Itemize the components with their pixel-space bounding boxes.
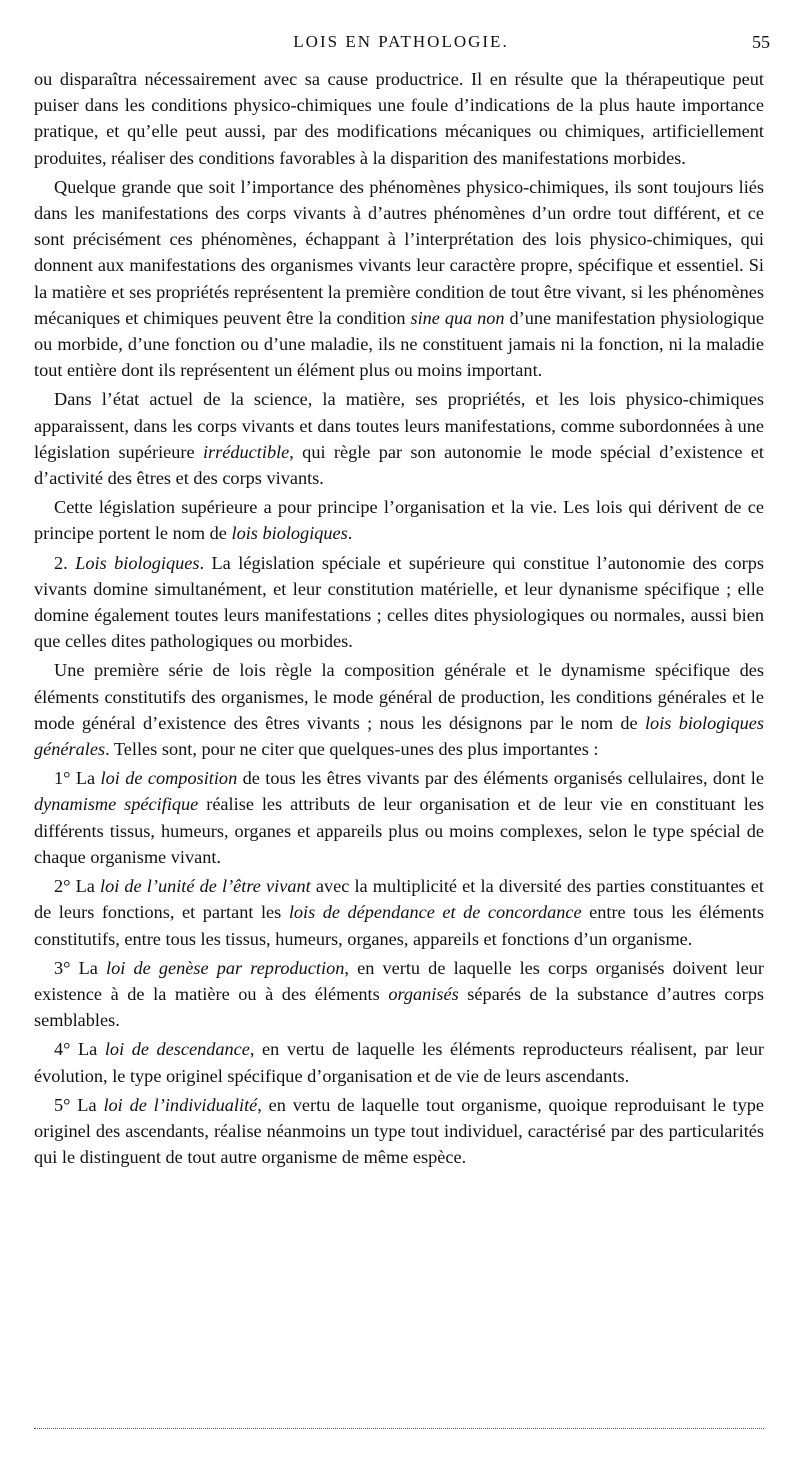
paragraph	[34, 1092, 764, 1171]
italic-text: organisés	[388, 983, 459, 1004]
body-text	[34, 66, 764, 1173]
italic-text: dynamisme spécifique	[34, 794, 199, 815]
italic-text: loi de composition	[100, 768, 238, 789]
text-run: 1° La	[54, 768, 101, 789]
italic-text: Lois biologiques	[75, 552, 200, 573]
italic-text: lois de dépendance et de concordance	[288, 902, 582, 923]
italic-text: irréductible	[202, 441, 290, 462]
text-run: séparés de la substance d’autres corps semblables.	[34, 983, 764, 1031]
text-run: 3° La	[54, 957, 107, 978]
footer-rule	[34, 1428, 764, 1429]
text-run: de tous les êtres vivants par des éléments organisés cellulaires, dont le	[237, 768, 764, 789]
text-run: , en vertu de laquelle tout organisme, quoique reproduisant le type originel des ascendants, réalise néanmoins un type tout individuel, caractérisé par des particularités qui le distinguent de tout autre organisme de même espèce.	[34, 1094, 765, 1168]
text-run: entre tous les éléments constitutifs, entre tous les tissus, humeurs, organes, appareils et fonctions d’un organisme.	[34, 902, 764, 949]
paragraph	[34, 657, 764, 762]
paragraph	[34, 1036, 764, 1088]
running-title: LOIS EN PATHOLOGIE.	[293, 32, 509, 51]
italic-text: loi de genèse par reproduction	[106, 957, 345, 978]
text-run: . La législation spéciale et supérieure qui constitue l’autonomie des corps vivants domine simultanément, et leur constitution matérielle, et leur dynanisme spécifique ; elle domine également toutes leurs manifestations ; celles dites physiologiques ou normales, aussi bien que celles dites pathologiques ou morbides.	[34, 552, 765, 652]
paragraph	[34, 66, 764, 171]
italic-text: lois biologiques générales	[34, 712, 764, 760]
text-run: Une première série de lois règle la composition générale et le dynamisme spécifique des éléments constitutifs des organismes, le mode général de production, les conditions générales et le mode général d’existence des êtres vivants ; nous les désignons par le nom de	[34, 660, 764, 733]
text-run: . Telles sont, pour ne citer que quelques-unes des plus importantes :	[105, 739, 599, 760]
text-run: 2° La	[54, 876, 100, 897]
paragraph	[34, 765, 764, 870]
text-run: 4° La	[54, 1039, 105, 1060]
text-run: ou disparaîtra nécessairement avec sa cause productrice. Il en résulte que la thérapeutique peut puiser dans les conditions physico-chimiques une foule d’indications de la plus haute importance pratique, et qu’elle peut aussi, par des modifications mécaniques ou chimiques, artificiellement produites, réaliser des conditions favorables à la disparition des manifestations morbides.	[34, 69, 764, 168]
page-header	[32, 32, 770, 56]
paragraph	[34, 550, 764, 655]
paragraph	[34, 174, 764, 384]
text-run: , en vertu de laquelle les corps organisés doivent leur existence à de la matière ou à des éléments	[34, 957, 765, 1004]
paragraph	[34, 955, 764, 1034]
page-number: 55	[752, 32, 770, 52]
text-run: , qui règle par son autonomie le mode spécial d’existence et d’activité des êtres et des corps vivants.	[34, 441, 764, 489]
text-run: .	[347, 523, 353, 544]
text-run: Quelque grande que soit l’importance des phénomènes physico-chimiques, ils sont toujours liés dans les manifestations des corps vivants à d’autres phénomènes d’un ordre tout différent, et ce sont précisément ces phénomènes, échappant à l’interprétation des lois physico-chimiques, qui donnent aux manifestations des organismes vivants leur caractère propre, spécifique et essentiel. Si la matière et ses propriétés représentent la première condition de tout être vivant, si les phénomènes mécaniques et chimiques peuvent être la condition	[34, 176, 764, 328]
text-run: réalise les attributs de leur organisation et de leur vie en constituant les différents tissus, humeurs, organes et appareils plus ou moins complexes, selon le type spécial de chaque organisme vivant.	[34, 794, 764, 867]
italic-text: loi de l’unité de l’être vivant	[99, 876, 311, 897]
text-run: Cette législation supérieure a pour principe l’organisation et la vie. Les lois qui dérivent de ce principe portent le nom de	[34, 497, 764, 544]
italic-text: lois biologiques	[231, 523, 348, 544]
italic-text: loi de l’individualité	[103, 1094, 258, 1115]
text-run: d’une manifestation physiologique ou morbide, d’une fonction ou d’une maladie, ils ne constituent jamais ni la fonction, ni la maladie tout entière dont ils représentent un élément plus ou moins important.	[34, 307, 765, 381]
text-run: 2.	[54, 552, 76, 573]
italic-text: sine qua non	[410, 307, 505, 328]
paragraph	[34, 873, 764, 952]
paragraph	[34, 494, 764, 546]
text-run: Dans l’état actuel de la science, la matière, ses propriétés, et les lois physico-chimiques apparaissent, dans les corps vivants et dans toutes leurs manifestations, comme subordonnées à une législation supérieure	[34, 389, 764, 462]
text-run: avec la multiplicité et la diversité des parties constituantes et de leurs fonctions, et partant les	[34, 876, 764, 923]
text-run: , en vertu de laquelle les éléments reproducteurs réalisent, par leur évolution, le type originel spécifique d’organisation et de vie de leurs ascendants.	[34, 1039, 764, 1086]
text-run: 5° La	[54, 1094, 104, 1115]
paragraph	[34, 386, 764, 491]
italic-text: loi de descendance	[104, 1039, 250, 1060]
